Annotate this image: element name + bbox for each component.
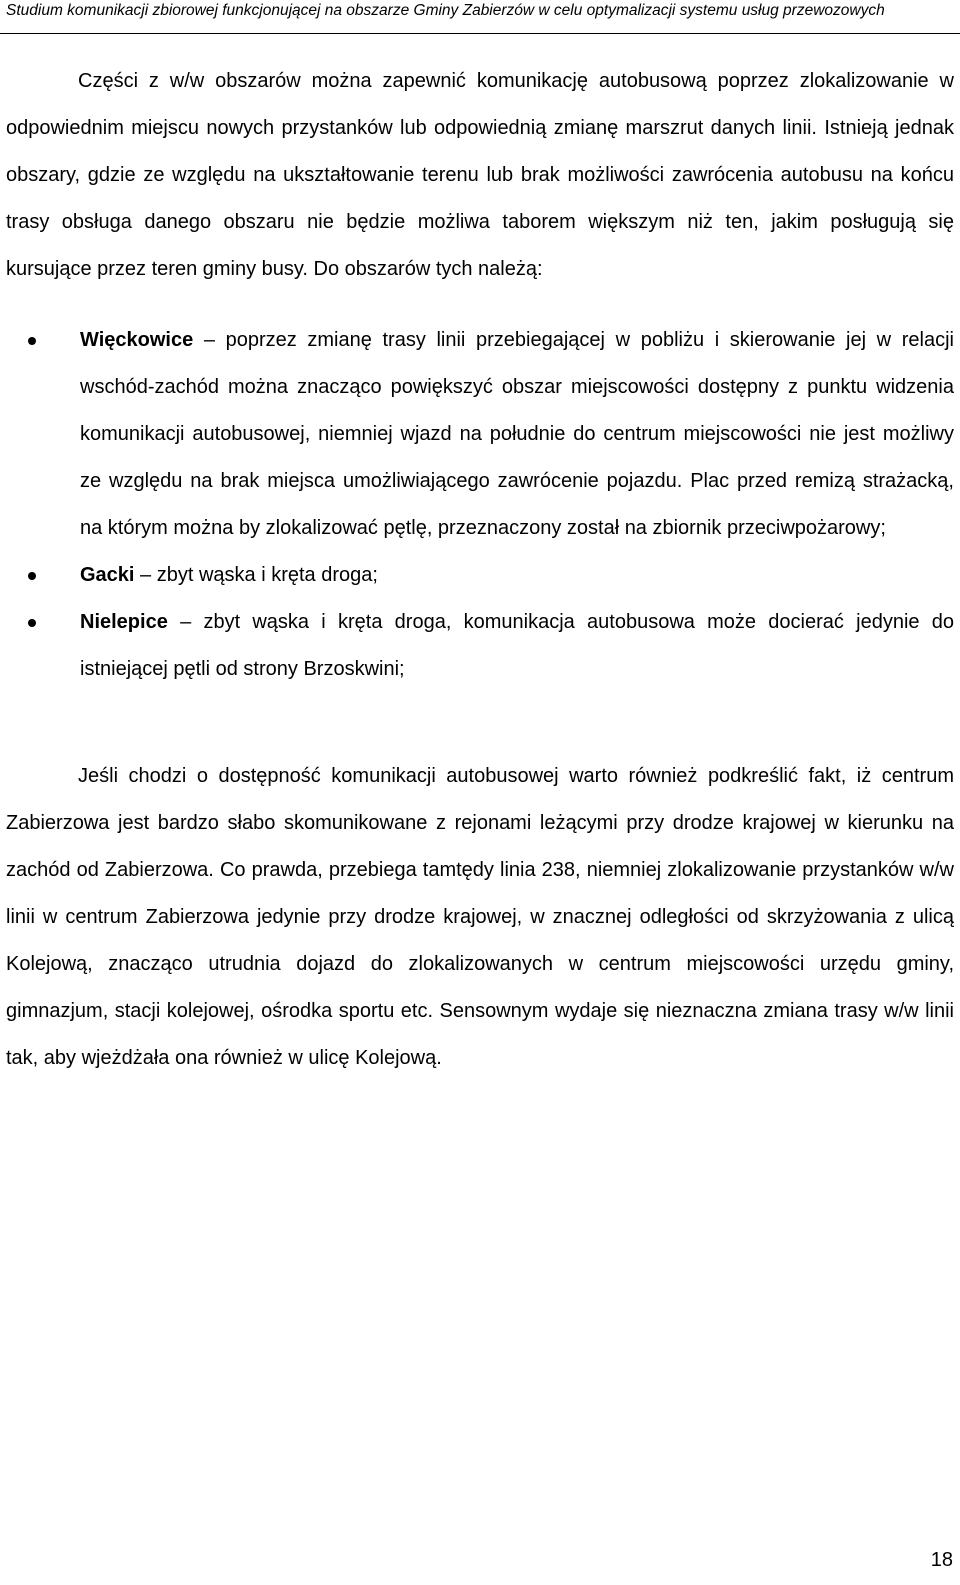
area-description: – zbyt wąska i kręta droga; (140, 564, 378, 586)
area-description: – poprzez zmianę trasy linii przebiegającej w pobliżu i skierowanie jej w relacji wschód-zachód można znacząco powiększyć obszar miejscowości dostępny z punktu widzenia komunikacji autobusowej, niemniej wjazd na południe do centrum miejscowości nie jest możliwy ze względu na brak miejsca umożliwiającego zawrócenie pojazdu. Plac przed remizą strażacką, na którym można by zlokalizować pętlę, przeznaczony został na zbiornik przeciwpożarowy; (80, 329, 954, 539)
area-description: – zbyt wąska i kręta droga, komunikacja autobusowa może docierać jedynie do istniejącej pętli od strony Brzoskwini; (80, 611, 954, 680)
list-item (6, 317, 954, 552)
list-item (6, 552, 954, 599)
page-body (6, 58, 954, 1082)
bullet-icon (28, 337, 36, 345)
intro-paragraph: Części z w/w obszarów można zapewnić komunikację autobusową poprzez zlokalizowanie w odpowiednim miejscu nowych przystanków lub odpowiednią zmianę marszrut danych linii. Istnieją jednak obszary, gdzie ze względu na ukształtowanie terenu lub brak możliwości zawrócenia autobusu na końcu trasy obsługa danego obszaru nie będzie możliwa taborem większym niż ten, jakim posługują się kursujące przez teren gminy busy. Do obszarów tych należą: (6, 70, 954, 280)
header-title: Studium komunikacji zbiorowej funkcjonującej na obszarze Gminy Zabierzów w celu optymalizacji systemu usług przewozowych (6, 2, 885, 19)
page-number: 18 (930, 1549, 953, 1571)
list-item (6, 599, 954, 693)
bullet-icon (28, 572, 36, 580)
bullet-icon (28, 619, 36, 627)
running-header (0, 0, 960, 34)
area-name: Więckowice (80, 329, 194, 351)
area-name: Gacki (80, 564, 135, 586)
area-name: Nielepice (80, 611, 168, 633)
closing-paragraph: Jeśli chodzi o dostępność komunikacji autobusowej warto również podkreślić fakt, iż centrum Zabierzowa jest bardzo słabo skomunikowane z rejonami leżącymi przy drodze krajowej w kierunku na zachód od Zabierzowa. Co prawda, przebiega tamtędy linia 238, niemniej zlokalizowanie przystanków w/w linii w centrum Zabierzowa jedynie przy drodze krajowej, w znacznej odległości od skrzyżowania z ulicą Kolejową, znacząco utrudnia dojazd do zlokalizowanych w centrum miejscowości urzędu gminy, gimnazjum, stacji kolejowej, ośrodka sportu etc. Sensownym wydaje się nieznaczna zmiana trasy w/w linii tak, aby wjeżdżała ona również w ulicę Kolejową. (6, 765, 954, 1069)
area-list (6, 317, 954, 693)
